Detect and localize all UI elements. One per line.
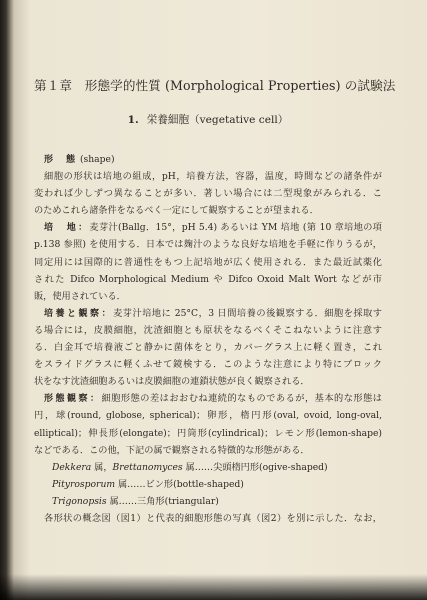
paragraph-line: elliptical)；伸長形(elongate)；円筒形(cylindrical)；レモン形(lemon-shape): [34, 427, 382, 439]
paragraph-text: 麦芽汁培地に 25°C，3 日間培養の後観察する．細胞を採取す: [113, 307, 382, 319]
genus-name: Pityrosporum: [52, 478, 116, 490]
medium-line: [44, 219, 382, 236]
example-line: [52, 459, 382, 476]
paragraph-line: をスライドグラスに軽くふせて鏡検する．このような注意により特にブロック: [34, 359, 382, 371]
paragraph-line: 状をなす沈渣細胞あるいは皮膜細胞の連鎖状態が良く観察される．: [34, 376, 310, 388]
morph-heading: 形態観察：: [44, 394, 102, 405]
paragraph-line: された Difco Morphological Medium や Difco Oxoid Malt Wort などが市: [34, 273, 382, 285]
example-line: [52, 493, 382, 510]
shape-heading-en: (shape): [79, 154, 115, 165]
paragraph-line: る場合には，皮膜細胞，沈渣細胞とも原状をなるべくそこねないように注意す: [34, 324, 382, 336]
paragraph-line: 円，球(round, globose, spherical)；卵形，楕円形(oval, ovoid, long-oval,: [34, 410, 382, 422]
body-text: [34, 151, 382, 527]
culture-heading: 培養と観察：: [44, 308, 114, 319]
medium-heading: 培 地：: [44, 223, 90, 234]
paragraph-line: 販，使用されている．: [34, 290, 126, 302]
culture-line: [44, 305, 382, 322]
section-heading: [34, 113, 382, 127]
morph-line: [44, 390, 382, 407]
paragraph-line: p.138 参照) を使用する．日本では麹汁のような良好な培地を手軽に作りうるが，: [34, 239, 382, 251]
closing-line: 各形状の概念図（図1）と代表的細胞形態の写真（図2）を別に示した．なお，: [44, 512, 382, 524]
paragraph-line: などである．この他，下記の属で観察される特徴的な形態がある．: [34, 444, 310, 456]
paragraph-text: 細胞形態の差はおおむね連続的なものであるが，基本的な形態は: [101, 393, 382, 405]
paragraph-line: 細胞の形状は培地の組成，pH，培養方法，容器，温度，時間などの諸条件が: [44, 171, 382, 183]
section-number: 1.: [127, 114, 139, 126]
paragraph-line: のためこれら諸条件をなるべく一定にして観察することが望まれる．: [34, 205, 319, 217]
genus-name: Dekkera: [52, 461, 92, 473]
example-text: 属……三角形(triangular): [106, 495, 219, 507]
chapter-title: 第１章 形態学的性質 (Morphological Properties) の試験法: [34, 78, 396, 93]
book-page: [34, 62, 396, 527]
section-title: 栄養細胞（vegetative cell）: [146, 114, 289, 126]
paragraph-line: 変われば少しずつ異なることが多い．著しい場合には二型現象がみられる．こ: [34, 188, 382, 200]
genus-name: Trigonopsis: [52, 495, 107, 507]
paragraph-text: 麦芽汁(Ballg．15°，pH 5.4) あるいは YM 培地 (第 10 章培地の項: [89, 222, 382, 234]
example-text: 属，: [91, 461, 113, 473]
example-text: 属……尖頭楕円形(ogive-shaped): [182, 461, 328, 473]
example-text: 属……ビン形(bottle-shaped): [115, 478, 244, 490]
paragraph-line: 同定用には国際的に普通性をもつ上記培地が広く使用される．また最近試薬化: [34, 256, 382, 268]
shape-heading-line: [44, 151, 382, 168]
example-line: [52, 476, 382, 493]
paragraph-line: る．白金耳で培養液ごと静かに菌体をとり，カバーグラス上に軽く置き，これ: [34, 342, 382, 354]
shape-heading: 形 態: [44, 155, 78, 165]
genus-name: Brettanomyces: [112, 461, 183, 473]
